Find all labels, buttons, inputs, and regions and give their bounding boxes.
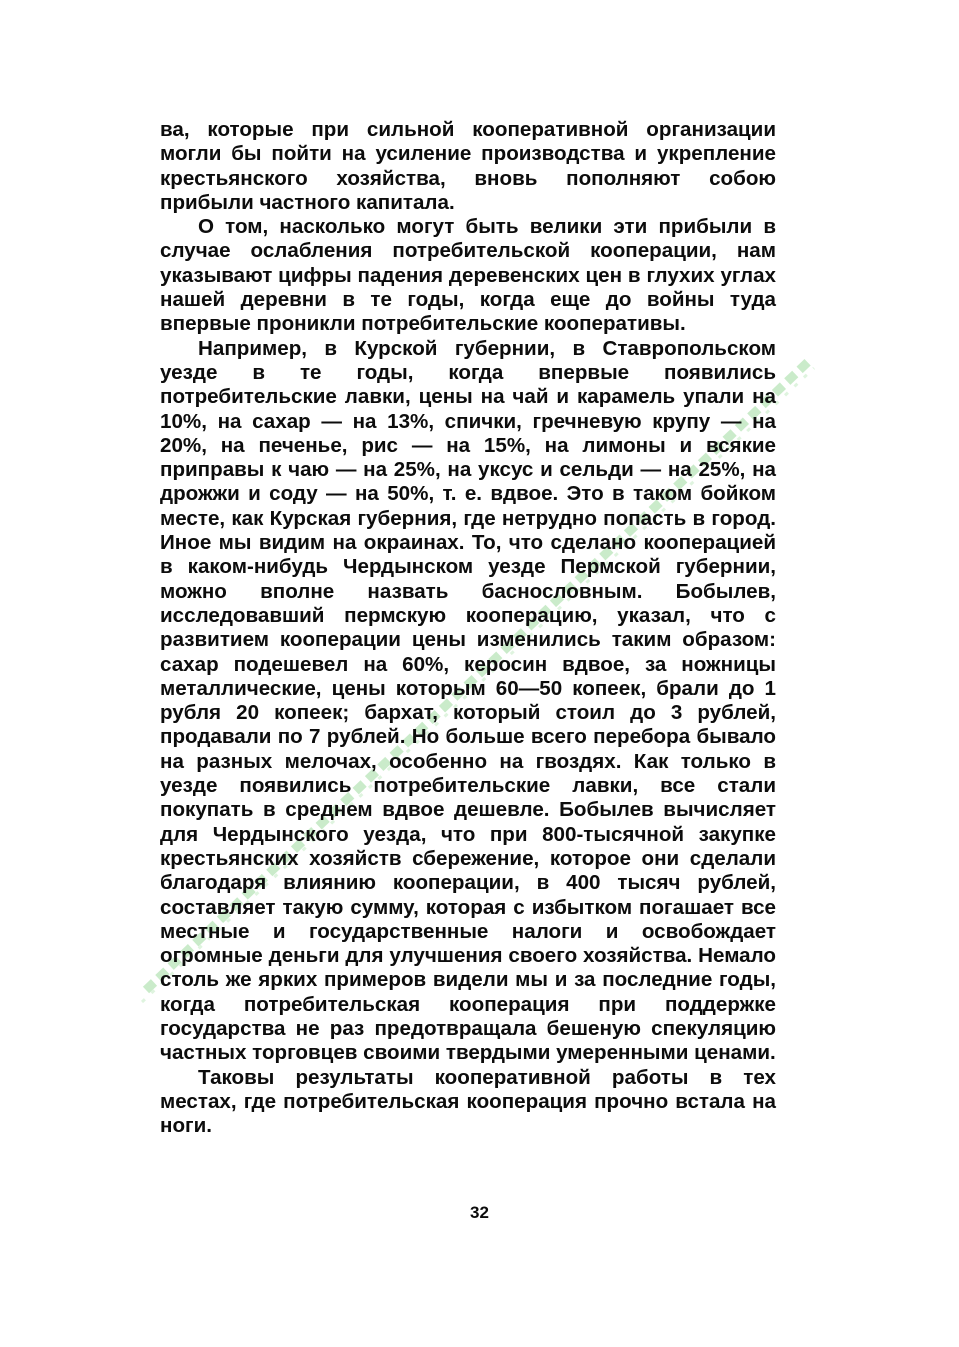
paragraph-continuation: ва, которые при сильной кооперативной организации могли бы пойти на усиление производства и укрепление крестьянского хозяйства, вновь пополняют собою прибыли частного капитала.	[160, 118, 776, 214]
paragraph-profits: О том, насколько могут быть велики эти прибыли в случае ослабления потребительской кооперации, нам указывают цифры падения деревенских цен в глухих углах нашей деревни в те годы, когда еще до войны туда впервые проникли потребительские кооперативы.	[160, 215, 776, 336]
document-body	[160, 118, 776, 1138]
paragraph-conclusion: Таковы результаты кооперативной работы в тех местах, где потребительская кооперация прочно встала на ноги.	[160, 1065, 776, 1138]
page-number: 32	[470, 1203, 489, 1222]
paragraph-examples: Например, в Курской губернии, в Ставропольском уезде в те годы, когда впервые появились потребительские лавки, цены на чай и карамель упали на 10%, на сахар — на 13%, спички, гречневую крупу — на 20%, на печенье, рис — на 15%, на лимоны и всякие приправы к чаю — на 25%, на уксус и сельди — на 25%, на дрожжи и соду — на 50%, т. е. вдвое. Это в таком бойком месте, как Курская губерния, где нетрудно попасть в город. Иное мы видим на окраинах. То, что сделано кооперацией в каком-нибудь Чердынском уезде Пермской губернии, можно вполне назвать баснословным. Бобылев, исследовавший пермскую кооперацию, указал, что с развитием кооперации цены изменились таким образом: сахар подешевел на 60%, керосин вдвое, за ножницы металлические, цены которым 60—50 копеек, брали до 1 рубля 20 копеек; бархат, который стоил до 3 рублей, продавали по 7 рублей. Но больше всего перебора бывало на разных мелочах, особенно на гвоздях. Как только в уезде появились потребительские лавки, все стали покупать в среднем вдвое дешевле. Бобылев вычисляет для Чердынского уезда, что при 800-тысячной закупке крестьянских хозяйств сбережение, которое они сделали благодаря влиянию кооперации, в 400 тысяч рублей, составляет такую сумму, которая с избытком погашает все местные и государственные налоги и освобождает огромные деньги для улучшения своего хозяйства. Немало столь же ярких примеров видели мы и за последние годы, когда потребительская кооперация при поддержке государства не раз предотвращала бешеную спекуляцию частных торговцев своими твердыми умеренными ценами.	[160, 336, 776, 1065]
